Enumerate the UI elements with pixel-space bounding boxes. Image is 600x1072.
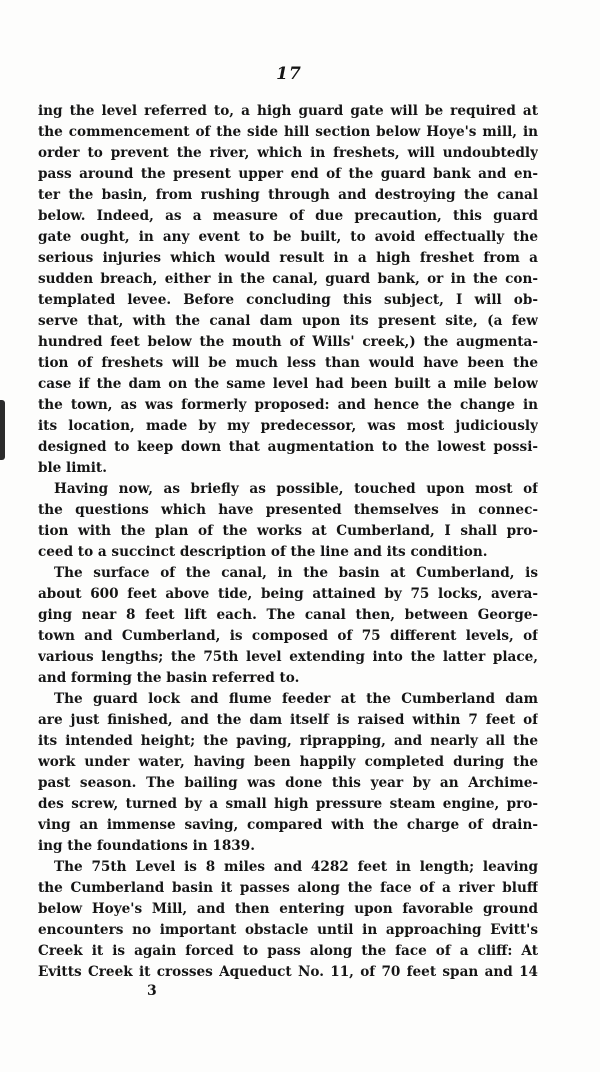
body-text bbox=[38, 101, 538, 983]
text-line: templated levee. Before concluding this subject, I will ob- bbox=[38, 292, 538, 308]
text-line: the commencement of the side hill section below Hoye's mill, in bbox=[38, 124, 538, 140]
page-number: 17 bbox=[276, 64, 302, 84]
text-line: The 75th Level is 8 miles and 4282 feet in length; leaving bbox=[54, 859, 538, 875]
text-line: ing the level referred to, a high guard gate will be required at bbox=[38, 103, 538, 119]
text-line: hundred feet below the mouth of Wills' creek,) the augmenta- bbox=[38, 334, 538, 350]
text-line: Creek it is again forced to pass along the face of a cliff: At bbox=[38, 943, 538, 959]
text-line: its intended height; the paving, riprapping, and nearly all the bbox=[38, 733, 538, 749]
text-line: designed to keep down that augmentation to the lowest possi- bbox=[38, 439, 538, 455]
text-line: des screw, turned by a small high pressure steam engine, pro- bbox=[38, 796, 538, 812]
text-line: serve that, with the canal dam upon its present site, (a few bbox=[38, 313, 538, 329]
text-line: ceed to a succinct description of the line and its condition. bbox=[38, 544, 488, 560]
text-line: and forming the basin referred to. bbox=[38, 670, 300, 686]
text-line: tion of freshets will be much less than would have been the bbox=[38, 355, 538, 371]
text-line: below. Indeed, as a measure of due precaution, this guard bbox=[38, 208, 538, 224]
text-line: are just finished, and the dam itself is raised within 7 feet of bbox=[38, 712, 538, 728]
text-line: sudden breach, either in the canal, guard bank, or in the con- bbox=[38, 271, 538, 287]
text-line: gate ought, in any event to be built, to avoid effectually the bbox=[38, 229, 538, 245]
text-line: order to prevent the river, which in freshets, will undoubtedly bbox=[38, 145, 538, 161]
text-line: pass around the present upper end of the guard bank and en- bbox=[38, 166, 538, 182]
signature-mark: 3 bbox=[147, 983, 157, 999]
text-line: ging near 8 feet lift each. The canal then, between George- bbox=[38, 607, 538, 623]
text-line: encounters no important obstacle until in approaching Evitt's bbox=[38, 922, 538, 938]
text-line: the Cumberland basin it passes along the face of a river bluff bbox=[38, 880, 538, 896]
text-line: work under water, having been happily completed during the bbox=[38, 754, 538, 770]
text-line: ing the foundations in 1839. bbox=[38, 838, 255, 854]
text-line: various lengths; the 75th level extending into the latter place, bbox=[38, 649, 538, 665]
text-line: ble limit. bbox=[38, 460, 107, 476]
text-line: Evitts Creek it crosses Aqueduct No. 11, of 70 feet span and 14 bbox=[38, 964, 538, 980]
text-line: Having now, as briefly as possible, touched upon most of bbox=[54, 481, 538, 497]
text-line: case if the dam on the same level had been built a mile below bbox=[38, 376, 538, 392]
text-line: the town, as was formerly proposed: and hence the change in bbox=[38, 397, 538, 413]
text-line: the questions which have presented themselves in connec- bbox=[38, 502, 538, 518]
text-line: The surface of the canal, in the basin at Cumberland, is bbox=[54, 565, 538, 581]
text-line: ter the basin, from rushing through and destroying the canal bbox=[38, 187, 538, 203]
text-line: The guard lock and flume feeder at the Cumberland dam bbox=[54, 691, 538, 707]
text-line: its location, made by my predecessor, was most judiciously bbox=[38, 418, 538, 434]
text-line: town and Cumberland, is composed of 75 different levels, of bbox=[38, 628, 538, 644]
text-line: ving an immense saving, compared with the charge of drain- bbox=[38, 817, 538, 833]
text-line: past season. The bailing was done this year by an Archime- bbox=[38, 775, 538, 791]
text-line: below Hoye's Mill, and then entering upon favorable ground bbox=[38, 901, 538, 917]
text-line: tion with the plan of the works at Cumberland, I shall pro- bbox=[38, 523, 538, 539]
page-edge-mark bbox=[0, 400, 5, 460]
text-line: about 600 feet above tide, being attained by 75 locks, avera- bbox=[38, 586, 538, 602]
text-line: serious injuries which would result in a high freshet from a bbox=[38, 250, 538, 266]
